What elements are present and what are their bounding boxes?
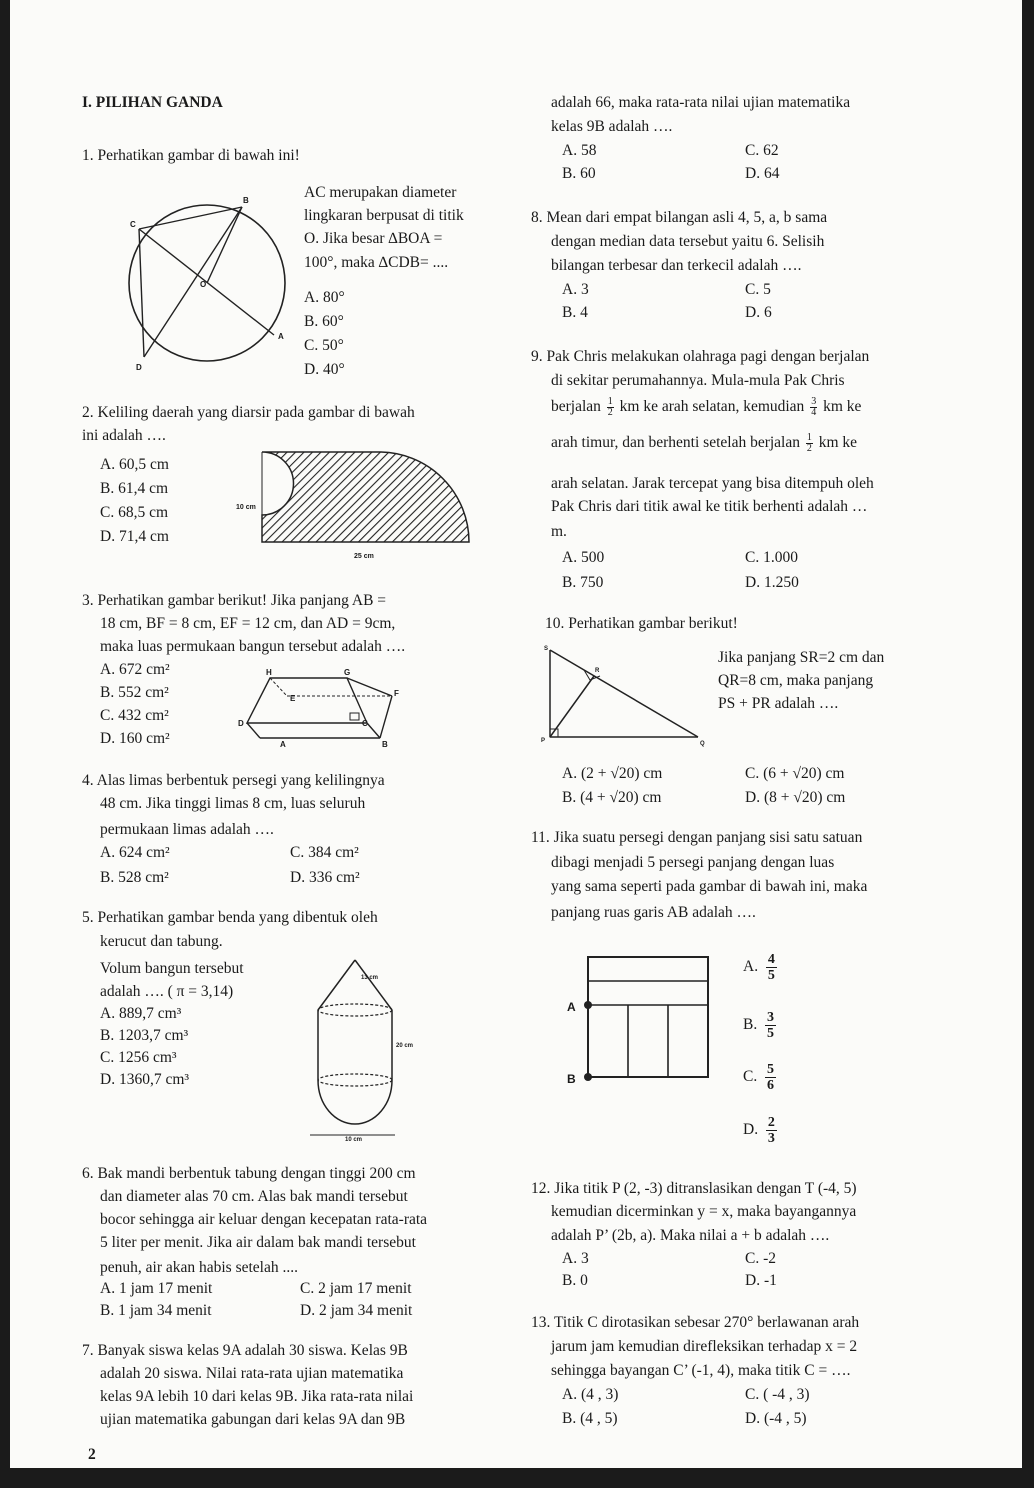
height-label: 10 cm [236, 504, 256, 511]
q9-option-b[interactable]: B. 750 [562, 574, 604, 591]
q12-option-b[interactable]: B. 0 [562, 1272, 588, 1289]
q9-line-3: berjalan $\frac{1}{2}$ km ke arah selatan, kemudian $\frac{3}{4}$ km ke [551, 395, 862, 418]
q6-option-c[interactable]: C. 2 jam 17 menit [300, 1280, 412, 1297]
q9-line-7: m. [551, 523, 567, 540]
cylinder-height-label: 20 cm [396, 1043, 414, 1049]
fraction-half-2: $\frac{1}{2}$ [806, 431, 812, 454]
q5-stem-4: adalah …. ( π = 3,14) [100, 983, 234, 1000]
q11-stem-2: dibagi menjadi 5 persegi panjang dengan luas [551, 854, 835, 871]
q5-stem-3: Volum bangun tersebut [100, 960, 244, 977]
label-e: E [290, 694, 296, 703]
q10-option-d[interactable]: D. (8 + √20) cm [745, 789, 846, 806]
label-b: B [567, 1072, 576, 1086]
q10-desc-2: QR=8 cm, maka panjang [718, 672, 874, 689]
shaded-region [262, 452, 469, 542]
q13-stem-3: sehingga bayangan C’ (-1, 4), maka titik C = …. [551, 1362, 851, 1379]
prism-face-front [247, 678, 367, 723]
q9-option-d[interactable]: D. 1.250 [745, 574, 799, 591]
q8-option-b[interactable]: B. 4 [562, 304, 588, 321]
label-f: F [394, 689, 399, 698]
q7-stem-2: adalah 20 siswa. Nilai rata-rata ujian matematika [100, 1365, 404, 1382]
q8-stem-1: 8. Mean dari empat bilangan asli 4, 5, a, b sama [531, 209, 828, 226]
cone-height-label: 13 cm [361, 975, 379, 981]
q11-stem-4: panjang ruas garis AB adalah …. [551, 904, 756, 921]
diameter-label: 10 cm [345, 1137, 363, 1143]
q1-circle-figure [122, 195, 297, 375]
q7-stem-4: ujian matematika gabungan dari kelas 9A dan 9B [100, 1411, 406, 1428]
label-c: C [362, 719, 368, 728]
label-h: H [266, 668, 272, 677]
label-d: D [238, 719, 244, 728]
q5-option-a[interactable]: A. 889,7 cm³ [100, 1005, 182, 1022]
label-g: G [344, 668, 351, 677]
label-o: O [200, 280, 207, 289]
q6-option-a[interactable]: A. 1 jam 17 menit [100, 1280, 213, 1297]
q8-stem-3: bilangan terbesar dan terkecil adalah …. [551, 257, 802, 274]
q4-option-d[interactable]: D. 336 cm² [290, 869, 360, 886]
q10-option-c[interactable]: C. (6 + √20) cm [745, 765, 845, 782]
q12-stem-2: kemudian dicerminkan y = x, maka bayangannya [551, 1203, 857, 1220]
page-number: 2 [88, 1446, 96, 1463]
q1-option-d[interactable]: D. 40° [304, 361, 345, 378]
exam-page [10, 0, 1022, 1468]
q3-option-d[interactable]: D. 160 cm² [100, 730, 170, 747]
q11-option-a[interactable]: A. $\frac{4}{5}$ [743, 952, 775, 983]
q8-option-d[interactable]: D. 6 [745, 304, 772, 321]
label-p: P [541, 738, 546, 744]
q7-option-c[interactable]: C. 62 [745, 142, 779, 159]
q4-stem-3: permukaan limas adalah …. [100, 821, 274, 838]
fraction-three-quarters: $\frac{3}{4}$ [811, 395, 817, 418]
label-c: C [130, 220, 136, 229]
q11-square-figure [555, 950, 715, 1085]
q6-stem-1: 6. Bak mandi berbentuk tabung dengan tinggi 200 cm [82, 1165, 416, 1182]
q12-stem-1: 12. Jika titik P (2, -3) ditranslasikan dengan T (-4, 5) [531, 1180, 857, 1197]
q7-stem-3: kelas 9A lebih 10 dari kelas 9B. Jika rata-rata nilai [100, 1388, 414, 1405]
q11-option-c[interactable]: C. $\frac{5}{6}$ [743, 1062, 774, 1093]
q2-option-a[interactable]: A. 60,5 cm [100, 456, 169, 473]
q2-stem-1: 2. Keliling daerah yang diarsir pada gambar di bawah [82, 404, 415, 421]
q12-option-d[interactable]: D. -1 [745, 1272, 777, 1289]
q9-line-6: Pak Chris dari titik awal ke titik berhenti adalah … [551, 498, 868, 515]
width-label: 25 cm [354, 553, 374, 560]
q5-option-c[interactable]: C. 1256 cm³ [100, 1049, 177, 1066]
q9-option-c[interactable]: C. 1.000 [745, 549, 798, 566]
q13-option-a[interactable]: A. (4 , 3) [562, 1386, 619, 1403]
label-a: A [278, 332, 284, 341]
q13-option-d[interactable]: D. (-4 , 5) [745, 1410, 807, 1427]
q6-stem-3: bocor sehingga air keluar dengan kecepatan rata-rata [100, 1211, 428, 1228]
q1-desc-3: O. Jika besar ∆BOA = [304, 230, 443, 247]
q2-stem-2: ini adalah …. [82, 427, 166, 444]
q3-stem-2: 18 cm, BF = 8 cm, EF = 12 cm, dan AD = 9cm, [100, 615, 396, 632]
q4-stem-2: 48 cm. Jika tinggi limas 8 cm, luas seluruh [100, 795, 366, 812]
q6-stem-2: dan diameter alas 70 cm. Alas bak mandi tersebut [100, 1188, 408, 1205]
q1-desc-1: AC merupakan diameter [304, 184, 457, 201]
q2-shaded-figure [234, 445, 484, 570]
q3-prism-figure [232, 668, 407, 748]
q2-option-d[interactable]: D. 71,4 cm [100, 528, 169, 545]
q3-stem-3: maka luas permukaan bangun tersebut adalah …. [100, 638, 406, 655]
q7-cont-1: adalah 66, maka rata-rata nilai ujian matematika [551, 94, 851, 111]
q9-stem-2: di sekitar perumahannya. Mula-mula Pak Chris [551, 372, 845, 389]
q11-stem-3: yang sama seperti pada gambar di bawah ini, maka [551, 878, 868, 895]
diameter-ca [139, 229, 274, 335]
q10-option-a[interactable]: A. (2 + √20) cm [562, 765, 663, 782]
label-b: B [243, 196, 249, 205]
q10-desc-3: PS + PR adalah …. [718, 695, 839, 712]
label-r: R [595, 668, 600, 674]
q13-stem-2: jarum jam kemudian direfleksikan terhadap x = 2 [551, 1338, 858, 1355]
q13-option-b[interactable]: B. (4 , 5) [562, 1410, 618, 1427]
q7-stem-1: 7. Banyak siswa kelas 9A adalah 30 siswa. Kelas 9B [82, 1342, 408, 1359]
q13-stem-1: 13. Titik C dirotasikan sebesar 270° berlawanan arah [531, 1314, 860, 1331]
q6-option-b[interactable]: B. 1 jam 34 menit [100, 1302, 212, 1319]
q11-option-d[interactable]: D. $\frac{2}{3}$ [743, 1115, 775, 1146]
q9-stem-1: 9. Pak Chris melakukan olahraga pagi dengan berjalan [531, 348, 870, 365]
q1-option-b[interactable]: B. 60° [304, 313, 344, 330]
q7-option-d[interactable]: D. 64 [745, 165, 780, 182]
q3-option-a[interactable]: A. 672 cm² [100, 661, 170, 678]
label-a: A [567, 1000, 576, 1014]
q4-option-b[interactable]: B. 528 cm² [100, 869, 169, 886]
q8-stem-2: dengan median data tersebut yaitu 6. Selisih [551, 233, 825, 250]
q12-option-c[interactable]: C. -2 [745, 1250, 776, 1267]
fraction-half: $\frac{1}{2}$ [607, 395, 613, 418]
label-s: S [544, 646, 549, 652]
q3-option-c[interactable]: C. 432 cm² [100, 707, 169, 724]
chord-bd [144, 207, 242, 357]
q9-option-a[interactable]: A. 500 [562, 549, 605, 566]
radius-ob [207, 207, 242, 283]
chord-cd [139, 229, 144, 357]
q1-option-c[interactable]: C. 50° [304, 337, 344, 354]
label-d: D [136, 363, 142, 372]
q7-cont-2: kelas 9B adalah …. [551, 118, 673, 135]
q8-option-a[interactable]: A. 3 [562, 281, 589, 298]
q8-option-c[interactable]: C. 5 [745, 281, 771, 298]
label-a: A [280, 740, 286, 749]
q11-stem-1: 11. Jika suatu persegi dengan panjang sisi satu satuan [531, 829, 863, 846]
q3-option-b[interactable]: B. 552 cm² [100, 684, 169, 701]
q4-option-a[interactable]: A. 624 cm² [100, 844, 170, 861]
q10-stem: 10. Perhatikan gambar berikut! [545, 615, 738, 632]
q1-stem: 1. Perhatikan gambar di bawah ini! [82, 147, 300, 164]
q2-option-b[interactable]: B. 61,4 cm [100, 480, 169, 497]
chord-cb [139, 207, 242, 229]
q10-desc-1: Jika panjang SR=2 cm dan [718, 649, 885, 666]
q6-option-d[interactable]: D. 2 jam 34 menit [300, 1302, 413, 1319]
q3-stem-1: 3. Perhatikan gambar berikut! Jika panjang AB = [82, 592, 387, 609]
q9-line-4: arah timur, dan berhenti setelah berjalan $\frac{1}{2}$ km ke [551, 431, 858, 454]
q10-option-b[interactable]: B. (4 + √20) cm [562, 789, 662, 806]
q7-option-b[interactable]: B. 60 [562, 165, 596, 182]
q5-cone-cylinder-figure [305, 955, 425, 1145]
q1-option-a[interactable]: A. 80° [304, 289, 345, 306]
q5-option-b[interactable]: B. 1203,7 cm³ [100, 1027, 189, 1044]
q5-option-d[interactable]: D. 1360,7 cm³ [100, 1071, 190, 1088]
q4-option-c[interactable]: C. 384 cm² [290, 844, 359, 861]
q12-stem-3: adalah P’ (2b, a). Maka nilai a + b adalah …. [551, 1227, 830, 1244]
q13-option-c[interactable]: C. ( -4 , 3) [745, 1386, 810, 1403]
q7-option-a[interactable]: A. 58 [562, 142, 597, 159]
label-q: Q [700, 741, 705, 747]
label-b: B [382, 740, 388, 749]
q1-desc-4: 100°, maka ∆CDB= .... [304, 254, 449, 271]
q5-stem-1: 5. Perhatikan gambar benda yang dibentuk oleh [82, 909, 378, 926]
q1-desc-2: lingkaran berpusat di titik [304, 207, 464, 224]
section-title: I. PILIHAN GANDA [82, 94, 223, 111]
q9-line-5: arah selatan. Jarak tercepat yang bisa ditempuh oleh [551, 475, 874, 492]
q6-stem-4: 5 liter per menit. Jika air dalam bak mandi tersebut [100, 1234, 416, 1251]
q6-stem-5: penuh, air akan habis setelah .... [100, 1259, 298, 1276]
q10-triangle-figure [540, 645, 710, 750]
q2-option-c[interactable]: C. 68,5 cm [100, 504, 169, 521]
q11-option-b[interactable]: B. $\frac{3}{5}$ [743, 1010, 774, 1041]
q5-stem-2: kerucut dan tabung. [100, 933, 223, 950]
q12-option-a[interactable]: A. 3 [562, 1250, 589, 1267]
q4-stem-1: 4. Alas limas berbentuk persegi yang kelilingnya [82, 772, 385, 789]
